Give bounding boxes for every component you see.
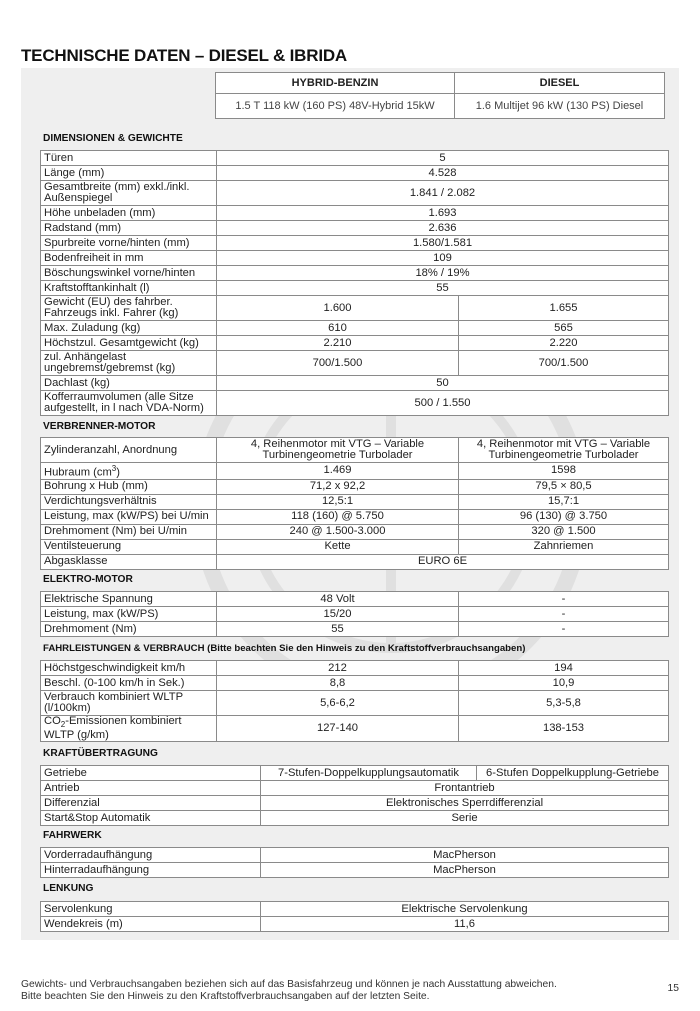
table-row: Beschl. (0-100 km/h in Sek.) 8,8 10,9 bbox=[41, 676, 669, 691]
table-row: Antrieb Frontantrieb bbox=[41, 781, 669, 796]
table-row: Höchstzul. Gesamtgewicht (kg) 2.210 2.220 bbox=[41, 336, 669, 351]
steering-table bbox=[40, 901, 669, 932]
performance-table bbox=[40, 660, 669, 742]
table-row: Türen 5 bbox=[41, 151, 669, 166]
table-row: Verbrauch kombiniert WLTP (l/100km) 5,6-6,2 5,3-5,8 bbox=[41, 691, 669, 716]
hybrid-engine-subtitle: 1.5 T 118 kW (160 PS) 48V-Hybrid 15kW bbox=[216, 94, 455, 119]
section-electric: ELEKTRO-MOTOR bbox=[43, 574, 133, 585]
table-row: $CO_2$-Emissionen kombiniert WLTP (g/km) 127-140 138-153 bbox=[41, 716, 669, 742]
table-row: Leistung, max (kW/PS) bei U/min 118 (160) @ 5.750 96 (130) @ 3.750 bbox=[41, 509, 669, 524]
table-row: Radstand (mm) 2.636 bbox=[41, 221, 669, 236]
table-row: zul. Anhängelast ungebremst/gebremst (kg) 700/1.500 700/1.500 bbox=[41, 351, 669, 376]
table-row: Start&Stop Automatik Serie bbox=[41, 811, 669, 826]
table-row: Kofferraumvolumen (alle Sitze aufgestellt, in l nach VDA-Norm) 500 / 1.550 bbox=[41, 391, 669, 416]
table-row: Gewicht (EU) des fahrber. Fahrzeugs inkl. Fahrer (kg) 1.600 1.655 bbox=[41, 296, 669, 321]
table-row: Dachlast (kg) 50 bbox=[41, 376, 669, 391]
table-row: Böschungswinkel vorne/hinten 18% / 19% bbox=[41, 266, 669, 281]
electric-table bbox=[40, 591, 669, 637]
table-row: Gesamtbreite (mm) exkl./inkl. Außenspiegel 1.841 / 2.082 bbox=[41, 181, 669, 206]
table-row: Ventilsteuerung Kette Zahnriemen bbox=[41, 539, 669, 554]
spec-panel bbox=[21, 68, 679, 940]
table-row: Drehmoment (Nm) bei U/min 240 @ 1.500-3.000 320 @ 1.500 bbox=[41, 524, 669, 539]
section-chassis: FAHRWERK bbox=[43, 830, 102, 841]
section-engine: VERBRENNER-MOTOR bbox=[43, 421, 156, 432]
table-row: Bodenfreiheit in mm 109 bbox=[41, 251, 669, 266]
hybrid-column-header: HYBRID-BENZIN bbox=[216, 73, 455, 94]
dimensions-table bbox=[40, 150, 669, 416]
table-row: Leistung, max (kW/PS) 15/20 - bbox=[41, 607, 669, 622]
table-row: Getriebe 7-Stufen-Doppelkupplungsautomatik 6-Stufen Doppelkupplung-Getriebe bbox=[41, 766, 669, 781]
engine-table bbox=[40, 437, 669, 570]
page-number: 15 bbox=[667, 983, 679, 994]
column-header bbox=[215, 72, 665, 119]
table-row: Zylinderanzahl, Anordnung 4, Reihenmotor mit VTG – Variable Turbinengeometrie Turbolader 4, Reihenmotor mit VTG – Variable Turbinengeometrie Turbolader bbox=[41, 438, 669, 463]
table-row: Hubraum $(cm^3)$ 1.469 1598 bbox=[41, 463, 669, 480]
table-row: Servolenkung Elektrische Servolenkung bbox=[41, 902, 669, 917]
table-row: Bohrung x Hub (mm) 71,2 x 92,2 79,5 × 80,5 bbox=[41, 479, 669, 494]
table-row: Spurbreite vorne/hinten (mm) 1.580/1.581 bbox=[41, 236, 669, 251]
table-row: Kraftstofftankinhalt (l) 55 bbox=[41, 281, 669, 296]
table-row: Verdichtungsverhältnis 12,5:1 15,7:1 bbox=[41, 494, 669, 509]
section-dimensions: DIMENSIONEN & GEWICHTE bbox=[43, 133, 183, 144]
section-transmission: KRAFTÜBERTRAGUNG bbox=[43, 748, 158, 759]
diesel-column-header: DIESEL bbox=[455, 73, 665, 94]
table-row: Max. Zuladung (kg) 610 565 bbox=[41, 321, 669, 336]
diesel-engine-subtitle: 1.6 Multijet 96 kW (130 PS) Diesel bbox=[455, 94, 665, 119]
table-row: Höchstgeschwindigkeit km/h 212 194 bbox=[41, 661, 669, 676]
table-row: Drehmoment (Nm) 55 - bbox=[41, 622, 669, 637]
transmission-table bbox=[40, 765, 669, 826]
section-performance: FAHRLEISTUNGEN & VERBRAUCH (Bitte beachten Sie den Hinweis zu den Kraftstoffverbrauchsangaben) bbox=[43, 643, 526, 654]
page-title: TECHNISCHE DATEN – DIESEL & IBRIDA bbox=[21, 46, 347, 65]
chassis-table bbox=[40, 847, 669, 878]
table-row: Hinterradaufhängung MacPherson bbox=[41, 863, 669, 878]
table-row: Wendekreis (m) 11,6 bbox=[41, 917, 669, 932]
table-row: Länge (mm) 4.528 bbox=[41, 166, 669, 181]
table-row: Abgasklasse EURO 6E bbox=[41, 554, 669, 569]
section-steering: LENKUNG bbox=[43, 883, 94, 894]
table-row: Elektrische Spannung 48 Volt - bbox=[41, 592, 669, 607]
table-row: Vorderradaufhängung MacPherson bbox=[41, 848, 669, 863]
footnote: Gewichts- und Verbrauchsangaben beziehen sich auf das Basisfahrzeug und können je nach Ausstattung abweichen. Bitte beachten Sie den Hinweis zu den Kraftstoffverbrauchsangaben auf der letzten Seite. bbox=[21, 979, 557, 1002]
table-row: Differenzial Elektronisches Sperrdifferenzial bbox=[41, 796, 669, 811]
table-row: Höhe unbeladen (mm) 1.693 bbox=[41, 206, 669, 221]
